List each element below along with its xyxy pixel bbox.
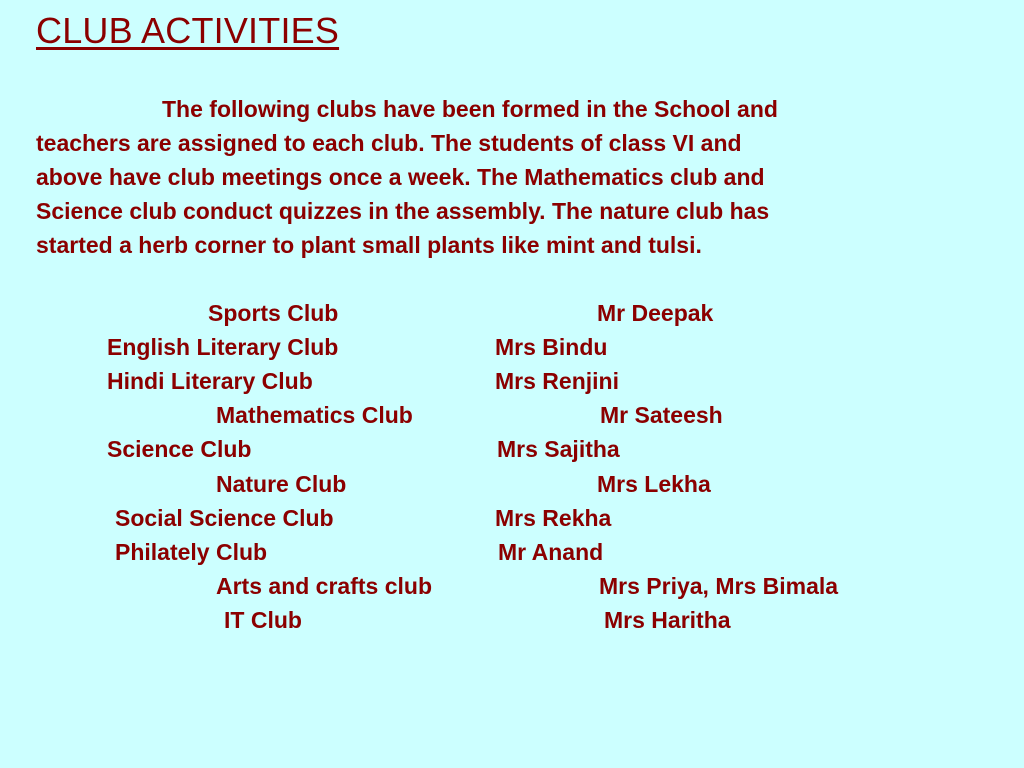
intro-line: teachers are assigned to each club. The students of class VI and bbox=[36, 130, 742, 156]
intro-line: started a herb corner to plant small plants like mint and tulsi. bbox=[36, 232, 702, 258]
club-name: Philately Club bbox=[115, 539, 268, 565]
teacher-name: Mrs Rekha bbox=[495, 505, 612, 531]
teacher-name: Mrs Priya, Mrs Bimala bbox=[599, 573, 839, 599]
teacher-name: Mrs Bindu bbox=[495, 334, 608, 360]
teacher-name: Mr Anand bbox=[498, 539, 604, 565]
teacher-name: Mrs Lekha bbox=[597, 471, 711, 497]
teacher-name: Mr Deepak bbox=[597, 300, 714, 326]
teacher-name: Mrs Sajitha bbox=[497, 436, 620, 462]
club-name: IT Club bbox=[224, 607, 302, 633]
page-title: CLUB ACTIVITIES bbox=[36, 10, 340, 51]
club-name: Sports Club bbox=[208, 300, 339, 326]
club-name: Nature Club bbox=[216, 471, 347, 497]
club-name: Hindi Literary Club bbox=[107, 368, 313, 394]
club-name: Science Club bbox=[107, 436, 252, 462]
teacher-name: Mrs Renjini bbox=[495, 368, 619, 394]
club-name: Arts and crafts club bbox=[216, 573, 432, 599]
intro-line: The following clubs have been formed in the School and bbox=[162, 96, 778, 122]
intro-paragraph bbox=[36, 92, 996, 262]
intro-line: Science club conduct quizzes in the assembly. The nature club has bbox=[36, 198, 770, 224]
intro-line: above have club meetings once a week. The Mathematics club and bbox=[36, 164, 765, 190]
club-name: Mathematics Club bbox=[216, 402, 413, 428]
club-name: English Literary Club bbox=[107, 334, 339, 360]
teacher-name: Mr Sateesh bbox=[600, 402, 723, 428]
teacher-name: Mrs Haritha bbox=[604, 607, 731, 633]
club-name: Social Science Club bbox=[115, 505, 334, 531]
